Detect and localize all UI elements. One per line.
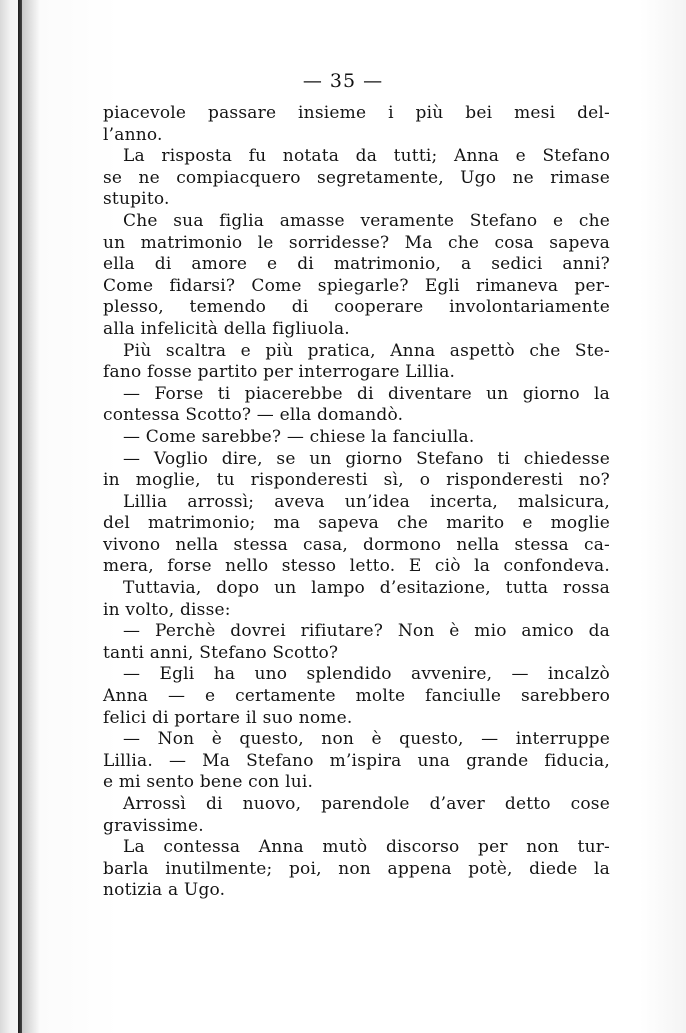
text-line: Lillia arrossì; aveva un’idea incerta, malsicura,: [123, 491, 610, 512]
text-line: felici di portare il suo nome.: [103, 707, 353, 728]
text-line: alla infelicità della figliuola.: [103, 318, 350, 339]
text-line: l’anno.: [103, 124, 163, 145]
text-line: tanti anni, Stefano Scotto?: [103, 642, 339, 663]
text-line: Arrossì di nuovo, parendole d’aver detto cose: [123, 794, 610, 814]
body-text: [103, 103, 610, 902]
text-line: in volto, disse:: [103, 599, 231, 620]
text-line: La contessa Anna mutò discorso per non tur-: [123, 837, 610, 858]
text-line: del matrimonio; ma sapeva che marito e moglie: [103, 513, 610, 534]
text-line: Più scaltra e più pratica, Anna aspettò che Ste-: [123, 340, 610, 361]
text-line: — Come sarebbe? — chiese la fanciulla.: [123, 426, 475, 447]
text-line: gravissime.: [103, 815, 204, 836]
text-line: vivono nella stessa casa, dormono nella stessa ca-: [103, 534, 610, 555]
text-line: Tuttavia, dopo un lampo d’esitazione, tutta rossa: [123, 578, 610, 599]
text-line: contessa Scotto? — ella domandò.: [103, 405, 404, 426]
text-line: un matrimonio le sorridesse? Ma che cosa sapeva: [103, 232, 610, 253]
text-line: stupito.: [103, 189, 170, 210]
binding-shadow: [22, 0, 40, 1033]
text-line: Anna — e certamente molte fanciulle sarebbero: [103, 686, 610, 707]
text-line: Che sua figlia amasse veramente Stefano e che: [123, 210, 610, 231]
text-line: in moglie, tu risponderesti sì, o risponderesti no?: [103, 470, 610, 491]
text-line: se ne compiacquero segretamente, Ugo ne rimase: [103, 167, 610, 188]
text-line: — Voglio dire, se un giorno Stefano ti chiedesse: [123, 448, 610, 469]
text-line: notizia a Ugo.: [103, 880, 226, 901]
text-line: La risposta fu notata da tutti; Anna e Stefano: [123, 146, 610, 167]
text-line: piacevole passare insieme i più bei mesi del-: [103, 103, 610, 123]
text-line: fano fosse partito per interrogare Lillia.: [103, 362, 456, 383]
page-number: — 35 —: [302, 70, 384, 92]
text-line: mera, forse nello stesso letto. E ciò la confondeva.: [103, 556, 610, 577]
text-line: plesso, temendo di cooperare involontariamente: [103, 297, 610, 318]
text-line: Lillia. — Ma Stefano m’ispira una grande fiducia,: [103, 750, 610, 771]
text-line: — Forse ti piacerebbe di diventare un giorno la: [123, 383, 610, 404]
text-line: — Perchè dovrei rifiutare? Non è mio amico da: [123, 621, 610, 642]
text-line: — Non è questo, non è questo, — interruppe: [123, 729, 610, 750]
text-line: barla inutilmente; poi, non appena potè, diede la: [103, 858, 610, 879]
text-line: — Egli ha uno splendido avvenire, — incalzò: [123, 664, 610, 685]
text-line: Come fidarsi? Come spiegarle? Egli rimaneva per-: [103, 275, 610, 296]
text-line: e mi sento bene con lui.: [103, 772, 314, 793]
text-line: ella di amore e di matrimonio, a sedici anni?: [103, 254, 610, 275]
